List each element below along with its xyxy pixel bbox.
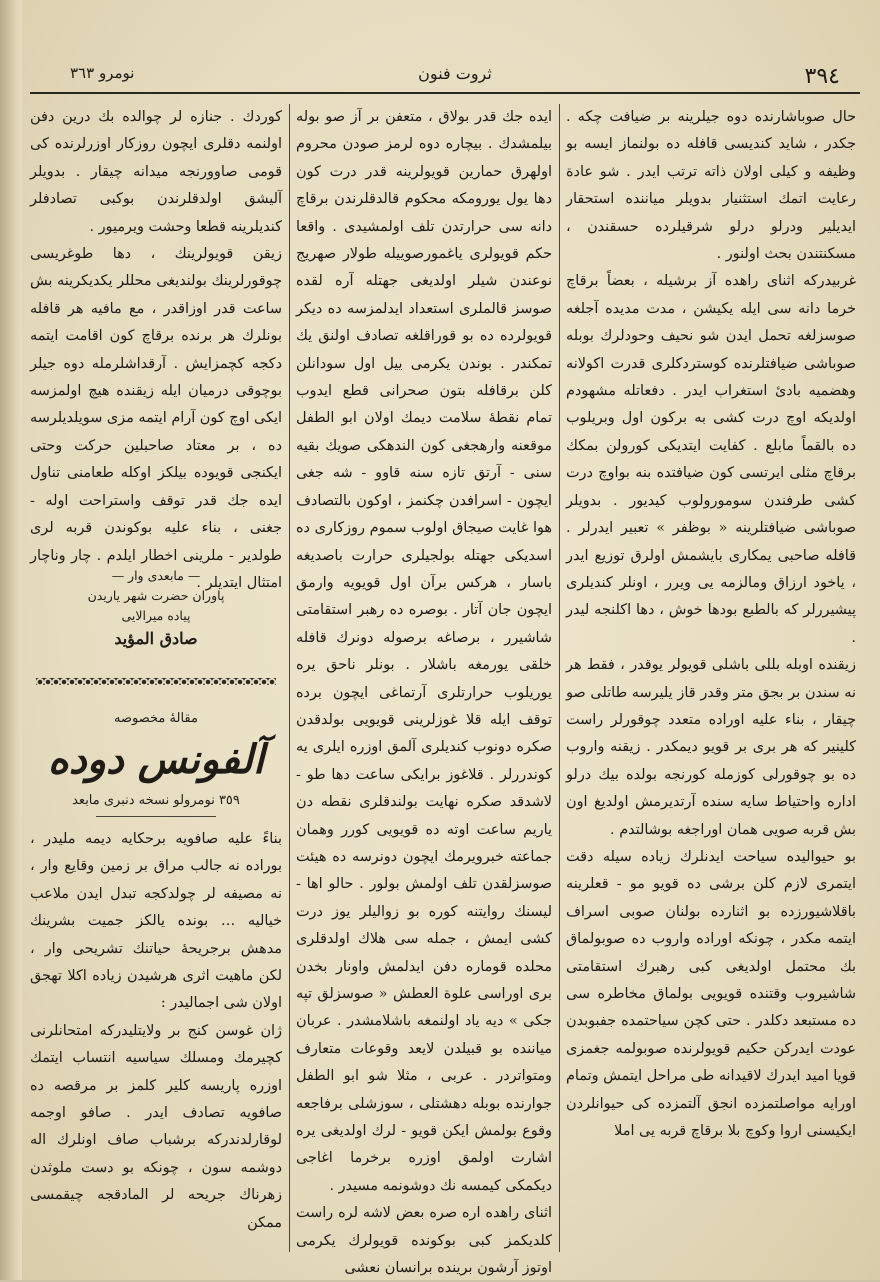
paragraph: ژان غوسن کنج بر ولایتلیدرکه امتحانلرنی کچیرمك ومسلك سیاسیه انتساب ایتمك اوزره پاریسه کلیر کلمز بر مرقصه ده صافویه تصادف ایدر . صافو اوجمه لوقارلدندرکه برشباب صاف اونلرك اله دوشمه سون ، چونکه بو دست ملوثدن زهرناك جریحه لر المادقجه چیقمسی ممکن bbox=[30, 1022, 282, 1231]
article-title: آلفونس دوده bbox=[47, 736, 265, 783]
signature-block bbox=[30, 566, 282, 652]
author-name: صادق المؤید bbox=[114, 629, 198, 648]
journal-name: ثروت فنون bbox=[418, 64, 492, 83]
paragraph: بناءً علیه صافویه برحکایه دیمه ملیدر ، بوراده نه جالب مراق بر زمین وقایع وار ، نه مصیفه لر چولدکجه تبدل ایدن ملاعب خیالیه … بونده یالکز جمیت بشرینك مدهش برجریحهٔ حیاتنك تشریحی وار ، لکن ماهیت اثری هرشیدن زیاده اکلا تهجق اولان شی اجمالیدر : bbox=[30, 831, 282, 1012]
page-fold-shadow bbox=[0, 0, 22, 1280]
paragraph: غربیدرکه اثنای راهده آز برشیله ، بعضاً برقاچ خرما دانه سی ایله یکیشن ، مدت مدیده آجلغه صوسزلغه تحمل ایدن شو نحیف وحودلرك بوبله صوباشی ضیافتلرنده کوستردکلری قدرت اکولانه وهضمیه بادئ استغراب ایدر . دفعاتله مشهودم اولدیکه اوچ درت کشی به برکون اول وبریلوب ده بالقماً مابلع . کفایت ایتدیکی کورولن بمکك برقاچ مثلی ایرتسی کون ضیافتده بنه بواوچ درت کشی طرفندن سومورولوب کیدیور . بدویلر صوباشی ضیافتلرینه « بوظفر » تعبیر ایدرلر . قافله صاحبی یمکاری بایشمش اولرق توزیع ایدر ، یاخود ارزاق ومالزمه یی ویرر ، اونلر کندیلری پیشیررلر که بالطبع بودها خوش ، دها اکلنجه لیدر . bbox=[566, 273, 856, 646]
paragraph: بو حیوالیده سیاحت ایدنلرك زیاده سیله دقت ایتمری لازم کلن برشی ده قویو مو - قعلرینه باقلاشیورزده بو اثنارده بولنان صوبی اسراف ایتمه مکدر ، چونکه اوراده واروب ده صوبولماق بك محتمل اولدیغی کبی رهبرك استقامتی شاشیروب وقتنده قویویی بولماق مخاطره سی ده مستبعد دکلدر . حتی کچن سیاحتمده جفبوبدن عودت ایدرکن حکیم قویولرنده صوبولمه جغمزی قویا امید ایدرك لاقیدانه طی مراحل ایتمش وتمام اورایه مواصلتمزده انجق آلتمزده کی حیوانلردن ایکیسنی اروا وکوچ بلا برقاچ قربه یی املا bbox=[566, 848, 856, 1140]
page-header bbox=[30, 58, 860, 94]
title-rule bbox=[96, 816, 216, 817]
column-right bbox=[566, 104, 856, 1254]
ornamental-divider bbox=[36, 678, 276, 685]
column-divider-left bbox=[289, 104, 290, 1252]
column-divider-right bbox=[559, 104, 560, 1252]
section-label-block bbox=[30, 708, 282, 821]
paragraph: ایده جك قدر بولاق ، متعفن بر آز صو بوله بیلمشدك . بیچاره دوه لرمز صودن محروم اولهرق حمارین قویولرینه قدر درت کون دها یول یورومکه محکوم قالدقلرندن برقاچ دانه سی حرارتدن تلف اولمشیدی . واقعا حکم قویولری یاغمورصوییله طولار صهریج نوعندن شیلر اولدیغی جهتله آره لقده صوسز قالملری استعداد ایدلمزسه ده دیکر قویولرده ده بو قوراقلغه تصادف اولنق یك تمکندر . بوندن یکرمی ییل اول سودانلن کلن برقافله بتون صحرانی قطع ایدوب تمام نقطهٔ سلامت دیمك اولان ابو الطفل موقعنه وارهجغی کون الندهکی صویك بقیه سنی - آرتق تازه سنه قاوو - شه جغی ایچون - اسرافدن چکنمز ، اوکون بالتصادف هوا غایت صیجاق اولوب سموم روزکاری ده اسدیکی جهتله بولجیلری حرارت باصدیغه باسار ، هرکس برآن اول قویویه وارمق ایچون جان آتار . بوصره ده رهبر استقامتی شاشیرر ، برصاغه برصوله دونرك قافله خلقی یورمغه باشلار . بونلر ناحق یره یوریلوب حرارتلری آرتماغی ایچون برده توقف ایله قلا غوزلرینی قویویی بولدقدن صکره دونوب کندیلری آلمق اوزره ایلری یه کوندررلر . قلاغوز برایکی ساعت دها طو - لاشدقد صکره نهایت بولندقلری نقطه دن یاریم ساعت اوته ده قویویی کورر وهمان جماعته خبرویرمك ایچون دونرسه ده هیئت صوسزلقدن تلف اولمش بولور . حالو اها - لیسنك روایتنه کوره بو زوالیلر یوز درت کشی ایمش ، جمله سی هلاك اولدقلری محلده قوماره دفن ایدلمش واونار بخدن بری اوراسی علوة العطش « صوسزلق تپه جکی » دیه یاد اولنمغه باشلامشدر . عربان میاننده بو قبیلدن لایعد وقوعات متعارف ومتواتردر . عربی ، مثلا شو ابو الطفل جوارنده بوبله دهشتلی ، سوزشلی برفاجعه وقوع بولمش ایکن قویو - لرك اولدیغی یره اشارت اولمق اوزره برخرما اغاجی دیکمکی کیمسه نك دوشونمه مسیدر . bbox=[296, 109, 552, 1194]
to-be-continued: — مابعدی وار — bbox=[111, 568, 201, 583]
issue-number: نومرو ٣٦٣ bbox=[70, 64, 135, 82]
article-body bbox=[30, 826, 282, 1256]
paragraph: اثنای راهده اره صره بعض لاشه لره راست کلدیکمز کبی بوکونده قویولرك یکرمی اوتوز آرشون برینده برانسان نعشی bbox=[296, 1205, 552, 1277]
section-label: مقالهٔ مخصوصه bbox=[114, 711, 198, 726]
author-rank: پیاده میرالایی bbox=[121, 608, 191, 623]
author-title-line: پاوران حضرت شهر یاریدن bbox=[87, 588, 225, 603]
paragraph: کوردك . جنازه لر چوالده بك درین دفن اولنمه دقلری ایچون روزکار اوزرلرنده کی قومی صاوورنجه میدانه چیقار . بدویلر آلیشق اولدقلرندن بوکبی تصادفلر کندیلرینه قطعا وحشت ویرمیور . bbox=[30, 109, 282, 235]
column-middle bbox=[296, 104, 552, 1277]
paragraph: حال صوباشارنده دوه جیلرینه بر ضیافت چکه . جکدر ، شاید کندیسی قافله ده بولنماز ایسه بو وظیفه و کیلی اولان ذاته ترتب ایدر . شو عادة رعایت اتمك استثنیار بدویلر میاننده استحقار ایدیلیر ودرلو درلو شرقیلرده حسقندن ، مسکنتندن بحث اولنور . bbox=[566, 109, 856, 263]
article-subtitle: ٣٥٩ نومرولو نسخه دنبری مابعد bbox=[72, 793, 240, 808]
paragraph: زیقنده اوبله بللی باشلی قویولر یوقدر ، فقط هر نه سندن بر بجق متر وقدر قاز یلیرسه طاتلی صو چیقار ، بناء علیه اوراده متعدد چوقورلر راست کلینیر که هر بری بر قویو دیمکدر . زیقنه واروب ده بو چوقورلی کوزمله کورنجه بولده بیك درلو اداره واحتیاط سایه سنده آرتدیرمش اولدیغ اون بش قربه صویی همان اوراجغه بوشالتدم . bbox=[566, 657, 856, 838]
paragraph: زیقن قویولرینك ، دها طوغریسی چوقورلرینك بولندیغی محللر یکدیکرینه بش ساعت قدر اوزاقدر ، مع مافیه هر قافله بونلرك هر برنده برقاچ کون اقامت ایتمه دکجه کچمزایش . آرقداشلرمله دوه جیلر بوچوقی درمیان ایله زیقنده هیچ اولمزسه ایکی اوچ کون آرام ایتمه مزی سویلدیلرسه ده ، بر معتاد صاحبلین حرکت وحتی ایکنجی قویوده بیلکز اوکله طعامنی تناول ایده جك قدر توقف واستراحت اوله - جغنی ، بناء علیه بوکوندن قربه لری طولدیر - ملرینی اخطار ایلدم . چار وناچار امتثال ایتدیلر . bbox=[30, 246, 282, 591]
column-left bbox=[30, 104, 282, 1254]
page-number: ٣٩٤ bbox=[804, 64, 840, 89]
